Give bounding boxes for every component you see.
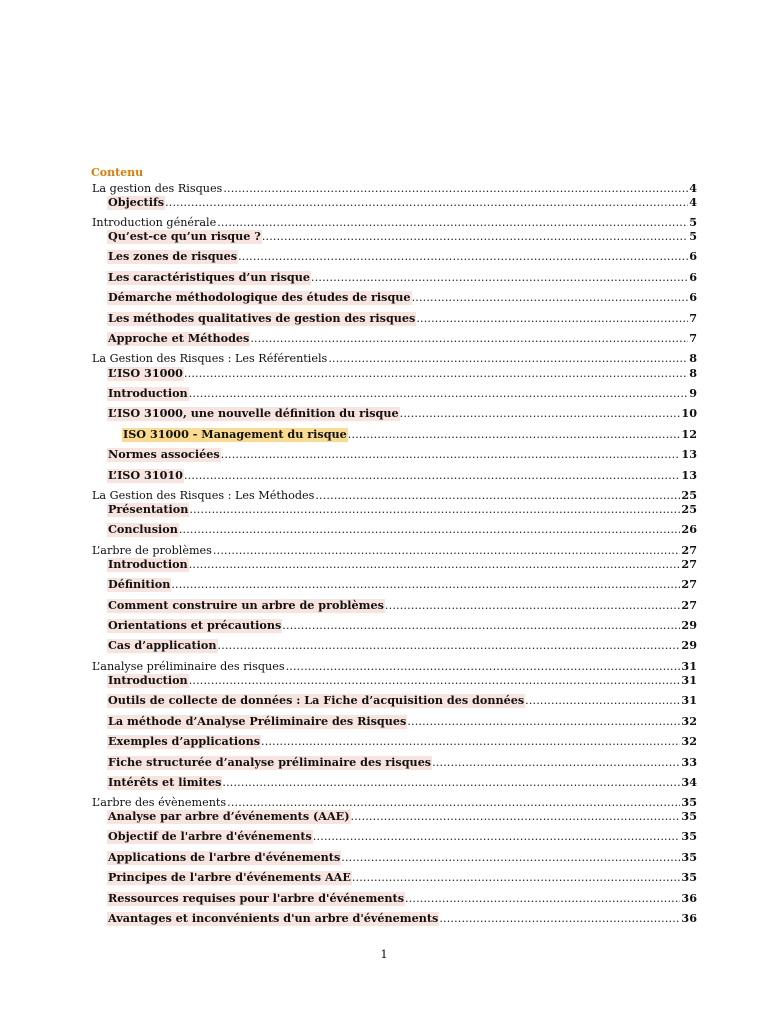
toc-entry-label: Comment construire un arbre de problèmes xyxy=(108,598,384,612)
dot-leader xyxy=(184,368,688,379)
toc-entry-page: 4 xyxy=(689,195,697,209)
toc-entry[interactable] xyxy=(107,829,697,844)
toc-entry-label: Fiche structurée d’analyse préliminaire des risques xyxy=(108,755,432,769)
toc-entry-page: 6 xyxy=(689,249,697,263)
toc-entry-label: Approche et Méthodes xyxy=(108,331,250,345)
toc-entry-label: L’ISO 31000, une nouvelle définition du risque xyxy=(108,406,399,420)
toc-entry-page: 36 xyxy=(681,911,697,925)
dot-leader xyxy=(432,757,680,768)
toc-entry-label: Qu’est-ce qu’un risque ? xyxy=(108,229,261,243)
toc-entry-label: L’ISO 31000 xyxy=(108,366,183,380)
toc-entry-label: Outils de collecte de données : La Fiche d’acquisition des données xyxy=(108,693,525,707)
toc-entry-page: 35 xyxy=(681,795,697,809)
toc-entry-label: La Gestion des Risques : Les Référentiels xyxy=(92,352,328,365)
toc-entry[interactable] xyxy=(91,659,697,674)
toc-entry[interactable] xyxy=(91,488,697,503)
dot-leader xyxy=(217,217,688,228)
toc-entry[interactable] xyxy=(107,673,697,688)
dot-leader xyxy=(262,231,688,242)
toc-entry[interactable] xyxy=(107,850,697,865)
dot-leader xyxy=(282,620,680,631)
toc-entry[interactable] xyxy=(107,386,697,401)
dot-leader xyxy=(407,716,680,727)
toc-entry[interactable] xyxy=(107,775,697,790)
toc-entry-page: 10 xyxy=(681,406,697,420)
toc-entry-label: La gestion des Risques xyxy=(92,182,223,195)
dot-leader xyxy=(313,831,681,842)
toc-entry-page: 26 xyxy=(681,522,697,536)
toc-entry-label: Exemples d’applications xyxy=(108,734,261,748)
toc-entry-label: La méthode d’Analyse Préliminaire des Risques xyxy=(108,714,407,728)
dot-leader xyxy=(165,197,688,208)
toc-entry-page: 8 xyxy=(689,351,697,365)
toc-entry-label: Cas d’application xyxy=(108,638,217,652)
toc-entry-page: 27 xyxy=(681,598,697,612)
toc-entry-label: L’analyse préliminaire des risques xyxy=(92,660,285,673)
toc-entry-label: Applications de l'arbre d'événements xyxy=(108,850,341,864)
toc-entry[interactable] xyxy=(91,181,697,196)
toc-entry[interactable] xyxy=(107,468,697,483)
toc-entry[interactable] xyxy=(107,598,697,613)
dot-leader xyxy=(218,640,681,651)
toc-entry-label: Objectifs xyxy=(108,195,165,209)
toc-entry[interactable] xyxy=(107,693,697,708)
toc-entry[interactable] xyxy=(107,734,697,749)
dot-leader xyxy=(171,579,680,590)
dot-leader xyxy=(213,545,681,556)
toc-entry-page: 31 xyxy=(681,673,697,687)
toc-entry-page: 35 xyxy=(681,829,697,843)
toc-entry-label: Ressources requises pour l'arbre d'événements xyxy=(108,891,404,905)
toc-entry-page: 35 xyxy=(681,850,697,864)
toc-entry-page: 7 xyxy=(689,331,697,345)
toc-entry[interactable] xyxy=(107,557,697,572)
dot-leader xyxy=(348,429,681,440)
dot-leader xyxy=(189,675,681,686)
toc-entry-label: Normes associées xyxy=(108,447,220,461)
toc-entry-label: Introduction xyxy=(108,673,188,687)
dot-leader xyxy=(525,695,680,706)
toc-entry-page: 9 xyxy=(689,386,697,400)
toc-entry-page: 25 xyxy=(681,502,697,516)
toc-entry-label: Définition xyxy=(108,577,171,591)
toc-entry-label: Avantages et inconvénients d'un arbre d'événements xyxy=(108,911,439,925)
toc-entry[interactable] xyxy=(107,809,697,824)
dot-leader xyxy=(261,736,680,747)
toc-entry[interactable] xyxy=(91,215,697,230)
dot-leader xyxy=(179,524,681,535)
dot-leader xyxy=(351,811,681,822)
dot-leader xyxy=(412,292,689,303)
toc-entry-label: Principes de l'arbre d'événements AAE xyxy=(108,870,351,884)
toc-entry-page: 33 xyxy=(681,755,697,769)
dot-leader xyxy=(189,559,681,570)
toc-entry-label: Démarche méthodologique des études de risque xyxy=(108,290,411,304)
toc-entry-label: Intérêts et limites xyxy=(108,775,222,789)
dot-leader xyxy=(221,449,681,460)
dot-leader xyxy=(416,313,688,324)
toc-entry-page: 27 xyxy=(681,577,697,591)
toc-entry-label: Les caractéristiques d’un risque xyxy=(108,270,311,284)
toc-entry-page: 31 xyxy=(681,659,697,673)
toc-entry-label: L’arbre des évènements xyxy=(92,796,227,809)
toc-entry[interactable] xyxy=(107,406,697,421)
dot-leader xyxy=(439,913,680,924)
toc-entry-page: 29 xyxy=(681,618,697,632)
toc-entry-label: Introduction générale xyxy=(92,216,217,229)
toc-entry-page: 13 xyxy=(681,468,697,482)
toc-entry[interactable] xyxy=(107,447,697,462)
toc-entry-label: Analyse par arbre d’événements (AAE) xyxy=(108,809,350,823)
dot-leader xyxy=(189,504,680,515)
toc-entry-page: 29 xyxy=(681,638,697,652)
toc-entry[interactable] xyxy=(107,522,697,537)
dot-leader xyxy=(184,470,680,481)
toc-entry-page: 27 xyxy=(681,557,697,571)
dot-leader xyxy=(400,408,681,419)
toc-entry[interactable] xyxy=(91,543,697,558)
dot-leader xyxy=(328,353,688,364)
toc-entry[interactable] xyxy=(122,427,697,442)
toc-entry-page: 7 xyxy=(689,311,697,325)
dot-leader xyxy=(222,777,680,788)
toc-entry-page: 27 xyxy=(681,543,697,557)
toc-entry-page: 31 xyxy=(681,693,697,707)
toc-entry-label: L’ISO 31010 xyxy=(108,468,183,482)
toc-entry-label: Objectif de l'arbre d'événements xyxy=(108,829,312,843)
toc-entry-label: L’arbre de problèmes xyxy=(92,544,212,557)
dot-leader xyxy=(250,333,688,344)
toc-entry-label: ISO 31000 - Management du risque xyxy=(123,427,347,441)
toc-entry[interactable] xyxy=(91,795,697,810)
dot-leader xyxy=(223,183,688,194)
toc-entry[interactable] xyxy=(107,195,697,210)
toc-entry[interactable] xyxy=(107,577,697,592)
dot-leader xyxy=(227,797,680,808)
dot-leader xyxy=(286,661,681,672)
dot-leader xyxy=(315,490,680,501)
toc-entry-page: 32 xyxy=(681,714,697,728)
toc-entry-page: 6 xyxy=(689,290,697,304)
dot-leader xyxy=(352,872,681,883)
toc-entry-label: Les zones de risques xyxy=(108,249,238,263)
toc-entry-page: 6 xyxy=(689,270,697,284)
toc-entry[interactable] xyxy=(91,351,697,366)
toc-entry[interactable] xyxy=(107,331,697,346)
toc-entry[interactable] xyxy=(107,618,697,633)
toc-entry-label: Introduction xyxy=(108,386,188,400)
toc-entry-page: 35 xyxy=(681,809,697,823)
toc-entry-page: 5 xyxy=(689,215,697,229)
toc-entry-page: 25 xyxy=(681,488,697,502)
toc-title: Contenu xyxy=(91,166,144,179)
toc-entry-page: 35 xyxy=(681,870,697,884)
toc-entry[interactable] xyxy=(107,249,697,264)
toc-entry-label: Orientations et précautions xyxy=(108,618,282,632)
toc-entry-page: 5 xyxy=(689,229,697,243)
dot-leader xyxy=(405,893,680,904)
toc-entry-page: 13 xyxy=(681,447,697,461)
toc-entry[interactable] xyxy=(107,714,697,729)
toc-entry[interactable] xyxy=(107,229,697,244)
toc-entry[interactable] xyxy=(107,366,697,381)
toc-entry-page: 34 xyxy=(681,775,697,789)
toc-entry[interactable] xyxy=(107,891,697,906)
toc-entry-page: 32 xyxy=(681,734,697,748)
dot-leader xyxy=(189,388,689,399)
toc-entry-label: Présentation xyxy=(108,502,189,516)
toc-entry[interactable] xyxy=(107,502,697,517)
toc-entry-label: Conclusion xyxy=(108,522,178,536)
toc-entry[interactable] xyxy=(107,911,697,926)
toc-entry-label: Introduction xyxy=(108,557,188,571)
dot-leader xyxy=(341,852,680,863)
toc-entry[interactable] xyxy=(107,290,697,305)
toc-entry[interactable] xyxy=(107,755,697,770)
toc-entry[interactable] xyxy=(107,638,697,653)
toc-entry-page: 8 xyxy=(689,366,697,380)
toc-entry-label: La Gestion des Risques : Les Méthodes xyxy=(92,489,315,502)
dot-leader xyxy=(311,272,688,283)
toc-entry-page: 36 xyxy=(681,891,697,905)
toc-entry[interactable] xyxy=(107,870,697,885)
toc-entry-page: 12 xyxy=(681,427,697,441)
toc-entry[interactable] xyxy=(107,270,697,285)
toc-entry-page: 4 xyxy=(689,181,697,195)
toc-entry[interactable] xyxy=(107,311,697,326)
dot-leader xyxy=(238,251,688,262)
page-number: 1 xyxy=(380,947,388,961)
dot-leader xyxy=(385,600,681,611)
toc-entry-label: Les méthodes qualitatives de gestion des risques xyxy=(108,311,416,325)
